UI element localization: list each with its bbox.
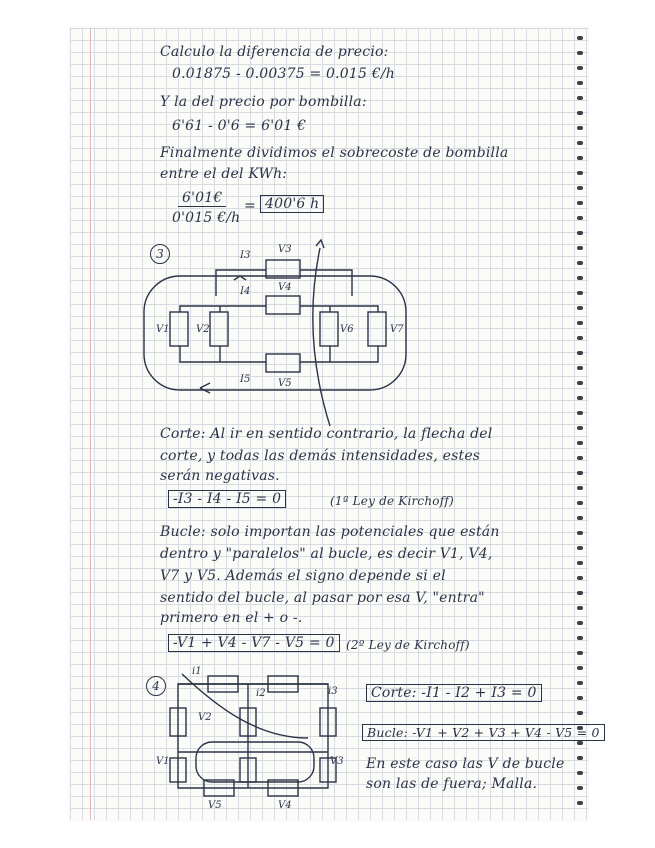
- spiral-hole: [577, 231, 583, 235]
- spiral-hole: [577, 141, 583, 145]
- spiral-hole: [577, 366, 583, 370]
- spiral-hole: [577, 621, 583, 625]
- kirchhoff-2-equation: -V1 + V4 - V7 - V5 = 0: [168, 634, 340, 652]
- label-i5: I5: [240, 374, 251, 385]
- label-i1: i1: [192, 666, 202, 677]
- spiral-hole: [577, 66, 583, 70]
- result-box: 400'6 h: [260, 195, 324, 213]
- label-v3: V3: [330, 756, 344, 767]
- spiral-hole: [577, 321, 583, 325]
- spiral-hole: [577, 81, 583, 85]
- spiral-hole: [577, 636, 583, 640]
- margin-line: [90, 28, 91, 820]
- label-v1: V1: [156, 324, 170, 335]
- spiral-hole: [577, 111, 583, 115]
- spiral-hole: [577, 606, 583, 610]
- spiral-hole: [577, 501, 583, 505]
- label-v3: V3: [278, 244, 292, 255]
- spiral-holes: [577, 36, 587, 816]
- line-corte-2: corte, y todas las demás intensidades, estes: [160, 448, 481, 464]
- line-bucle-4: sentido del bucle, al pasar por esa V, "entra": [160, 590, 485, 606]
- spiral-hole: [577, 336, 583, 340]
- spiral-hole: [577, 591, 583, 595]
- circuit-diagram-3: [140, 236, 415, 406]
- problem-number-4: 4: [146, 676, 166, 696]
- spiral-hole: [577, 201, 583, 205]
- label-i4: I4: [240, 286, 251, 297]
- line-corte-3: serán negativas.: [160, 468, 280, 484]
- spiral-hole: [577, 426, 583, 430]
- line-bucle-3: V7 y V5. Además el signo depende si el: [160, 568, 446, 584]
- line-bucle-5: primero en el + o -.: [160, 610, 303, 626]
- spiral-hole: [577, 486, 583, 490]
- spiral-hole: [577, 291, 583, 295]
- spiral-hole: [577, 441, 583, 445]
- spiral-hole: [577, 651, 583, 655]
- label-i3: I3: [240, 250, 251, 261]
- spiral-hole: [577, 396, 583, 400]
- spiral-hole: [577, 36, 583, 40]
- label-v2: V2: [198, 712, 212, 723]
- resistor-v3: [266, 260, 300, 278]
- fraction-denominator: 0'015 €/h: [172, 210, 241, 226]
- line-finally: Finalmente dividimos el sobrecoste de bombilla: [160, 145, 509, 161]
- loop-path: [144, 276, 406, 390]
- spiral-hole: [577, 561, 583, 565]
- line-bulb-calc: 6'61 - 0'6 = 6'01 €: [172, 118, 307, 134]
- spiral-hole: [577, 681, 583, 685]
- spiral-hole: [577, 411, 583, 415]
- line-between: entre el del KWh:: [160, 166, 288, 182]
- resistor-v6: [320, 312, 338, 346]
- line-bucle-1: Bucle: solo importan las potenciales que están: [160, 524, 500, 540]
- spiral-hole: [577, 471, 583, 475]
- spiral-hole: [577, 546, 583, 550]
- label-i3: i3: [328, 686, 338, 697]
- spiral-hole: [577, 381, 583, 385]
- resistor-v2: [210, 312, 228, 346]
- line-price-difference: Calculo la diferencia de precio:: [160, 44, 389, 60]
- spiral-hole: [577, 711, 583, 715]
- spiral-hole: [577, 171, 583, 175]
- spiral-hole: [577, 666, 583, 670]
- line-corte-1: Corte: Al ir en sentido contrario, la flecha del: [160, 426, 493, 442]
- label-v5: V5: [278, 378, 292, 389]
- spiral-hole: [577, 456, 583, 460]
- fraction-numerator: 6'01€: [178, 190, 226, 207]
- spiral-hole: [577, 276, 583, 280]
- spiral-hole: [577, 801, 583, 805]
- resistor-v5: [266, 354, 300, 372]
- spiral-hole: [577, 756, 583, 760]
- spiral-hole: [577, 261, 583, 265]
- spiral-hole: [577, 51, 583, 55]
- label-v4: V4: [278, 800, 292, 811]
- spiral-hole: [577, 351, 583, 355]
- bucle-equation-4: Bucle: -V1 + V2 + V3 + V4 - V5 = 0: [362, 724, 605, 741]
- spiral-hole: [577, 96, 583, 100]
- spiral-hole: [577, 156, 583, 160]
- spiral-hole: [577, 696, 583, 700]
- spiral-hole: [577, 216, 583, 220]
- cut-line: [313, 248, 330, 426]
- kirchhoff-1-equation: -I3 - I4 - I5 = 0: [168, 490, 286, 508]
- line-bulb-price: Y la del precio por bombilla:: [160, 94, 367, 110]
- resistor-v4: [266, 296, 300, 314]
- equals-sign: =: [244, 198, 256, 214]
- spiral-hole: [577, 786, 583, 790]
- spiral-hole: [577, 246, 583, 250]
- spiral-hole: [577, 531, 583, 535]
- spiral-hole: [577, 741, 583, 745]
- kirchhoff-1-note: (1ª Ley de Kirchoff): [330, 494, 454, 508]
- label-v1: V1: [156, 756, 170, 767]
- line-final-2: son las de fuera; Malla.: [366, 776, 538, 792]
- spiral-hole: [577, 126, 583, 130]
- spiral-hole: [577, 516, 583, 520]
- spiral-hole: [577, 186, 583, 190]
- problem-number-3: 3: [150, 244, 170, 264]
- line-final-1: En este caso las V de bucle: [366, 756, 565, 772]
- label-i2: i2: [256, 688, 266, 699]
- loop-arrow: [200, 383, 210, 393]
- circuit-diagram-4: [156, 666, 353, 811]
- label-v5: V5: [208, 800, 222, 811]
- spiral-hole: [577, 771, 583, 775]
- mesh-loop: [196, 742, 314, 782]
- spiral-hole: [577, 306, 583, 310]
- label-v6: V6: [340, 324, 354, 335]
- line-bucle-2: dentro y "paralelos" al bucle, es decir V1, V4,: [160, 546, 493, 562]
- resistor-v7: [368, 312, 386, 346]
- kirchhoff-2-note: (2º Ley de Kirchoff): [346, 638, 470, 652]
- resistor-v1: [170, 312, 188, 346]
- line-price-calc: 0.01875 - 0.00375 = 0.015 €/h: [172, 66, 396, 82]
- label-v7: V7: [390, 324, 404, 335]
- label-v2: V2: [196, 324, 210, 335]
- label-v4: V4: [278, 282, 292, 293]
- corte-equation-4: Corte: -I1 - I2 + I3 = 0: [366, 684, 542, 702]
- spiral-hole: [577, 576, 583, 580]
